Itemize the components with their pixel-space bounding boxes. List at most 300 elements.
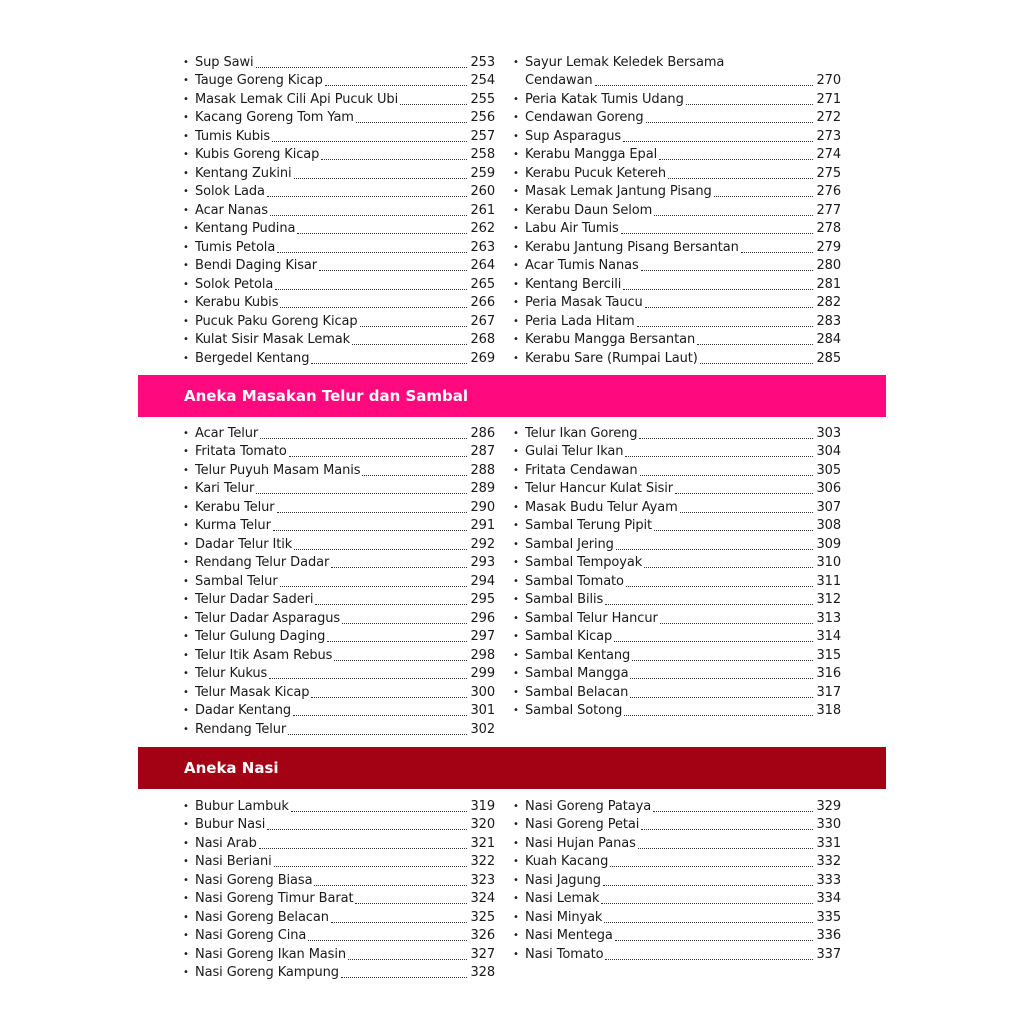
toc-entry — [183, 870, 495, 889]
toc-entry — [183, 108, 495, 127]
toc-entry — [513, 645, 841, 664]
toc-entry — [183, 963, 495, 982]
leader-dots — [659, 159, 813, 160]
toc-entry-page: 318 — [816, 703, 841, 718]
toc-entry-title: Fritata Cendawan — [525, 462, 638, 478]
leader-dots — [273, 530, 468, 531]
toc-entry — [183, 89, 495, 108]
toc-entry — [513, 664, 841, 683]
toc-entry-title: Kerabu Kubis — [195, 295, 279, 310]
toc-entry-page: 332 — [816, 854, 841, 869]
toc-entry-page: 275 — [816, 165, 841, 181]
toc-entry — [183, 907, 495, 926]
section-1-left-column — [183, 52, 495, 367]
toc-entry-page: 310 — [816, 555, 841, 570]
bullet-icon: • — [183, 538, 189, 550]
leader-dots — [360, 326, 468, 327]
toc-entry-page: 299 — [470, 666, 495, 681]
toc-entry-title: Sambal Telur — [195, 573, 278, 589]
bullet-icon: • — [513, 278, 519, 290]
toc-entry-title: Fritata Tomato — [195, 444, 287, 459]
toc-entry — [513, 237, 841, 256]
toc-entry — [183, 479, 495, 498]
toc-entry-page: 335 — [816, 909, 841, 925]
toc-entry-title: Tumis Petola — [195, 239, 276, 255]
bullet-icon: • — [513, 612, 519, 624]
toc-entry-page: 290 — [470, 499, 495, 515]
toc-entry-title: Sambal Tempoyak — [525, 555, 643, 570]
toc-entry-title: Cendawan Goreng — [525, 110, 644, 125]
toc-entry-title: Masak Lemak Jantung Pisang — [525, 184, 712, 199]
toc-entry-page: 322 — [470, 854, 495, 869]
bullet-icon: • — [183, 819, 189, 830]
leader-dots — [654, 530, 813, 531]
toc-entry-title: Nasi Goreng Pataya — [525, 798, 652, 814]
toc-entry — [513, 71, 841, 90]
toc-entry-page: 321 — [470, 835, 495, 851]
leader-dots — [638, 848, 814, 849]
bullet-icon: • — [183, 93, 189, 105]
toc-entry-title: Kentang Zukini — [195, 165, 292, 181]
toc-entry-title: Sup Sawi — [195, 54, 254, 70]
toc-entry-title: Bubur Nasi — [195, 817, 266, 832]
leader-dots — [259, 848, 468, 849]
toc-entry — [513, 497, 841, 516]
bullet-icon: • — [183, 631, 189, 642]
toc-entry-page: 315 — [816, 647, 841, 663]
bullet-icon: • — [513, 204, 519, 216]
bullet-icon: • — [513, 501, 519, 513]
bullet-icon: • — [513, 334, 519, 345]
toc-entry-page: 293 — [470, 555, 495, 570]
toc-entry — [183, 944, 495, 963]
toc-entry — [183, 442, 495, 461]
toc-entry-page: 287 — [470, 444, 495, 459]
leader-dots — [352, 344, 467, 345]
toc-entry — [183, 293, 495, 312]
bullet-icon: • — [513, 575, 519, 587]
bullet-icon: • — [513, 315, 519, 327]
bullet-icon: • — [513, 948, 519, 960]
toc-entry-page: 292 — [470, 536, 495, 552]
toc-entry-page: 311 — [816, 573, 841, 589]
leader-dots — [614, 641, 813, 642]
toc-entry-page: 291 — [470, 518, 495, 533]
toc-entry-page: 304 — [816, 444, 841, 459]
leader-dots — [623, 289, 813, 290]
leader-dots — [297, 233, 467, 234]
bullet-icon: • — [183, 446, 189, 457]
bullet-icon: • — [183, 315, 189, 327]
toc-entry-page: 286 — [470, 425, 495, 441]
toc-entry-title: Sambal Jering — [525, 536, 614, 552]
toc-entry — [183, 256, 495, 275]
bullet-icon: • — [183, 56, 189, 68]
leader-dots — [321, 159, 467, 160]
toc-entry-title: Cendawan — [525, 73, 593, 88]
bullet-icon: • — [513, 112, 519, 123]
bullet-icon: • — [183, 186, 189, 197]
leader-dots — [280, 307, 467, 308]
toc-entry — [183, 815, 495, 834]
leader-dots — [595, 85, 814, 86]
toc-entry-page: 296 — [470, 610, 495, 626]
toc-entry — [513, 627, 841, 646]
toc-entry-title: Nasi Lemak — [525, 891, 600, 906]
toc-entry-title: Peria Masak Taucu — [525, 295, 643, 310]
toc-entry-title: Nasi Goreng Timur Barat — [195, 891, 354, 906]
toc-entry — [183, 71, 495, 90]
toc-entry-title: Sambal Terung Pipit — [525, 518, 653, 533]
leader-dots — [331, 567, 467, 568]
toc-entry-title: Pucuk Paku Goreng Kicap — [195, 313, 358, 329]
leader-dots — [630, 678, 813, 679]
leader-dots — [311, 697, 467, 698]
toc-entry-title: Gulai Telur Ikan — [525, 444, 624, 459]
bullet-icon: • — [183, 75, 189, 86]
toc-entry-page: 336 — [816, 928, 841, 943]
toc-entry-page: 328 — [470, 965, 495, 980]
toc-entry-title: Telur Itik Asam Rebus — [195, 647, 333, 663]
toc-entry — [183, 182, 495, 201]
toc-entry-title: Kerabu Pucuk Ketereh — [525, 165, 666, 181]
leader-dots — [630, 697, 813, 698]
toc-entry-title: Kari Telur — [195, 481, 255, 496]
leader-dots — [639, 438, 813, 439]
bullet-icon: • — [183, 594, 189, 605]
leader-dots — [700, 363, 814, 364]
toc-entry-page: 285 — [816, 350, 841, 366]
toc-entry — [513, 796, 841, 815]
toc-entry — [513, 293, 841, 312]
leader-dots — [741, 252, 814, 253]
toc-entry — [513, 852, 841, 871]
toc-entry-page: 316 — [816, 666, 841, 681]
toc-entry-title: Bendi Daging Kisar — [195, 258, 318, 273]
toc-entry — [513, 182, 841, 201]
bullet-icon: • — [513, 464, 519, 476]
toc-entry-title: Kubis Goreng Kicap — [195, 147, 320, 162]
leader-dots — [625, 456, 813, 457]
leader-dots — [270, 215, 468, 216]
toc-entry-title: Sambal Kicap — [525, 629, 613, 644]
toc-entry — [183, 889, 495, 908]
toc-entry-page: 258 — [470, 147, 495, 162]
toc-entry — [513, 52, 841, 71]
toc-entry-page: 257 — [470, 128, 495, 144]
toc-entry-title: Nasi Goreng Biasa — [195, 872, 313, 888]
bullet-icon: • — [513, 427, 519, 439]
toc-entry-title: Tumis Kubis — [195, 128, 271, 144]
bullet-icon: • — [513, 223, 519, 234]
toc-entry-title: Dadar Kentang — [195, 703, 292, 718]
bullet-icon: • — [183, 575, 189, 587]
leader-dots — [260, 438, 467, 439]
toc-entry-title: Solok Lada — [195, 184, 265, 199]
bullet-icon: • — [183, 948, 189, 960]
toc-entry-title: Telur Gulung Daging — [195, 629, 326, 644]
toc-entry — [513, 311, 841, 330]
toc-entry-page: 288 — [470, 462, 495, 478]
bullet-icon: • — [513, 686, 519, 698]
leader-dots — [605, 604, 813, 605]
toc-entry-page: 259 — [470, 165, 495, 181]
leader-dots — [315, 604, 467, 605]
bullet-icon: • — [513, 557, 519, 568]
leader-dots — [277, 512, 468, 513]
toc-entry-page: 294 — [470, 573, 495, 589]
leader-dots — [269, 678, 467, 679]
toc-entry-page: 298 — [470, 647, 495, 663]
toc-entry-page: 297 — [470, 629, 495, 644]
toc-entry-title: Dadar Telur Itik — [195, 536, 293, 552]
bullet-icon: • — [513, 130, 519, 142]
bullet-icon: • — [183, 856, 189, 867]
toc-entry-title: Sambal Mangga — [525, 666, 629, 681]
toc-entry — [513, 423, 841, 442]
leader-dots — [325, 85, 468, 86]
toc-entry — [183, 163, 495, 182]
bullet-icon: • — [513, 800, 519, 812]
toc-entry-page: 325 — [470, 909, 495, 925]
toc-entry-page: 255 — [470, 91, 495, 107]
toc-entry — [183, 311, 495, 330]
bullet-icon: • — [513, 93, 519, 105]
bullet-icon: • — [513, 819, 519, 830]
leader-dots — [277, 252, 467, 253]
leader-dots — [686, 104, 814, 105]
leader-dots — [640, 475, 814, 476]
bullet-icon: • — [513, 856, 519, 867]
toc-entry-title: Telur Masak Kicap — [195, 684, 310, 700]
toc-entry — [183, 200, 495, 219]
toc-entry — [513, 682, 841, 701]
bullet-icon: • — [183, 649, 189, 661]
toc-entry — [513, 608, 841, 627]
bullet-icon: • — [513, 260, 519, 271]
toc-entry-page: 320 — [470, 817, 495, 832]
leader-dots — [293, 715, 467, 716]
toc-entry — [183, 645, 495, 664]
leader-dots — [256, 67, 468, 68]
toc-entry-title: Telur Dadar Saderi — [195, 592, 314, 607]
leader-dots — [637, 326, 814, 327]
bullet-icon: • — [183, 837, 189, 849]
leader-dots — [654, 215, 813, 216]
toc-entry-page: 278 — [816, 221, 841, 236]
toc-entry-page: 308 — [816, 518, 841, 533]
toc-entry — [183, 460, 495, 479]
toc-entry-page: 277 — [816, 202, 841, 218]
toc-entry — [183, 571, 495, 590]
bullet-icon: • — [513, 911, 519, 923]
section-header-nasi: Aneka Nasi — [138, 747, 886, 789]
toc-entry-page: 307 — [816, 499, 841, 515]
leader-dots — [675, 493, 813, 494]
toc-entry-title: Nasi Beriani — [195, 854, 272, 869]
toc-entry-title: Kerabu Mangga Bersantan — [525, 332, 696, 347]
toc-entry — [513, 553, 841, 572]
bullet-icon: • — [183, 723, 189, 735]
bullet-icon: • — [183, 260, 189, 271]
toc-entry-page: 271 — [816, 91, 841, 107]
leader-dots — [314, 885, 467, 886]
toc-entry-page: 314 — [816, 629, 841, 644]
toc-entry-title: Sambal Telur Hancur — [525, 610, 658, 626]
leader-dots — [653, 811, 813, 812]
bullet-icon: • — [183, 223, 189, 234]
leader-dots — [267, 829, 467, 830]
leader-dots — [624, 715, 813, 716]
leader-dots — [646, 122, 814, 123]
bullet-icon: • — [513, 483, 519, 494]
toc-entry-title: Solok Petola — [195, 276, 274, 292]
leader-dots — [294, 178, 468, 179]
leader-dots — [697, 344, 813, 345]
toc-entry-page: 274 — [816, 147, 841, 162]
toc-entry — [183, 534, 495, 553]
toc-entry-title: Peria Katak Tumis Udang — [525, 91, 684, 107]
toc-entry-title: Sambal Tomato — [525, 573, 624, 589]
leader-dots — [274, 866, 468, 867]
leader-dots — [308, 940, 467, 941]
toc-entry-page: 270 — [816, 73, 841, 88]
bullet-icon: • — [183, 112, 189, 123]
bullet-icon: • — [513, 930, 519, 941]
toc-entry-page: 337 — [816, 946, 841, 962]
toc-entry — [183, 852, 495, 871]
toc-entry-page: 323 — [470, 872, 495, 888]
leader-dots — [275, 289, 467, 290]
leader-dots — [280, 586, 468, 587]
leader-dots — [362, 475, 467, 476]
toc-entry-title: Nasi Hujan Panas — [525, 835, 636, 851]
toc-entry — [513, 815, 841, 834]
toc-entry — [513, 126, 841, 145]
bullet-icon: • — [183, 686, 189, 698]
bullet-icon: • — [513, 893, 519, 904]
bullet-icon: • — [183, 297, 189, 308]
toc-entry-title: Kerabu Jantung Pisang Bersantan — [525, 239, 739, 255]
leader-dots — [601, 903, 813, 904]
toc-entry-page: 262 — [470, 221, 495, 236]
toc-entry-title: Acar Tumis Nanas — [525, 258, 639, 273]
toc-entry-title: Kuah Kacang — [525, 854, 609, 869]
toc-entry-page: 281 — [816, 276, 841, 292]
toc-entry — [513, 590, 841, 609]
leader-dots — [714, 196, 814, 197]
toc-entry — [183, 126, 495, 145]
toc-entry-page: 326 — [470, 928, 495, 943]
toc-entry-page: 300 — [470, 684, 495, 700]
toc-entry — [513, 219, 841, 238]
section-1-right-column — [513, 52, 841, 367]
toc-entry — [183, 796, 495, 815]
toc-entry-title: Masak Budu Telur Ayam — [525, 499, 678, 515]
bullet-icon: • — [183, 893, 189, 904]
toc-entry — [183, 682, 495, 701]
leader-dots — [644, 567, 813, 568]
toc-entry-page: 301 — [470, 703, 495, 718]
toc-entry — [183, 627, 495, 646]
toc-entry-page: 264 — [470, 258, 495, 273]
toc-entry-title: Bubur Lambuk — [195, 798, 289, 814]
bullet-icon: • — [513, 705, 519, 716]
toc-entry-title: Nasi Mentega — [525, 928, 613, 943]
leader-dots — [289, 456, 468, 457]
leader-dots — [680, 512, 814, 513]
bullet-icon: • — [513, 167, 519, 179]
toc-entry-page: 256 — [470, 110, 495, 125]
toc-entry — [513, 479, 841, 498]
toc-entry-title: Kurma Telur — [195, 518, 271, 533]
toc-entry — [183, 330, 495, 349]
leader-dots — [668, 178, 814, 179]
toc-entry — [513, 256, 841, 275]
toc-entry-page: 266 — [470, 295, 495, 310]
toc-entry-title: Tauge Goreng Kicap — [195, 73, 323, 88]
bullet-icon: • — [513, 594, 519, 605]
toc-entry-page: 272 — [816, 110, 841, 125]
bullet-icon: • — [513, 446, 519, 457]
toc-entry-page: 282 — [816, 295, 841, 310]
toc-entry-page: 263 — [470, 239, 495, 255]
bullet-icon: • — [183, 501, 189, 513]
toc-entry — [513, 442, 841, 461]
bullet-icon: • — [513, 56, 519, 68]
toc-entry — [183, 145, 495, 164]
toc-entry-title: Nasi Goreng Petai — [525, 817, 640, 832]
toc-entry — [183, 701, 495, 720]
bullet-icon: • — [183, 612, 189, 624]
leader-dots — [288, 734, 467, 735]
toc-entry — [513, 889, 841, 908]
toc-entry-page: 334 — [816, 891, 841, 906]
leader-dots — [327, 641, 467, 642]
toc-entry — [513, 330, 841, 349]
bullet-icon: • — [183, 204, 189, 216]
leader-dots — [272, 141, 467, 142]
toc-entry-title: Kerabu Mangga Epal — [525, 147, 658, 162]
toc-entry-page: 312 — [816, 592, 841, 607]
toc-entry-title: Telur Ikan Goreng — [525, 425, 638, 441]
toc-entry-page: 313 — [816, 610, 841, 626]
toc-entry-page: 279 — [816, 239, 841, 255]
bullet-icon: • — [183, 167, 189, 179]
bullet-icon: • — [183, 427, 189, 439]
toc-entry — [513, 870, 841, 889]
bullet-icon: • — [183, 278, 189, 290]
leader-dots — [603, 885, 814, 886]
toc-entry-page: 280 — [816, 258, 841, 273]
toc-entry-title: Kerabu Sare (Rumpai Laut) — [525, 350, 698, 366]
toc-entry-title: Sambal Sotong — [525, 703, 623, 718]
toc-entry-title: Telur Kukus — [195, 666, 268, 681]
toc-entry-page: 254 — [470, 73, 495, 88]
toc-entry-page: 309 — [816, 536, 841, 552]
leader-dots — [626, 586, 814, 587]
toc-entry — [183, 237, 495, 256]
bullet-icon: • — [183, 967, 189, 978]
toc-entry-page: 319 — [470, 798, 495, 814]
toc-entry — [183, 926, 495, 945]
leader-dots — [632, 660, 813, 661]
toc-entry-page: 306 — [816, 481, 841, 496]
toc-entry-page: 330 — [816, 817, 841, 832]
leader-dots — [604, 922, 813, 923]
toc-entry-page: 284 — [816, 332, 841, 347]
toc-entry — [513, 701, 841, 720]
